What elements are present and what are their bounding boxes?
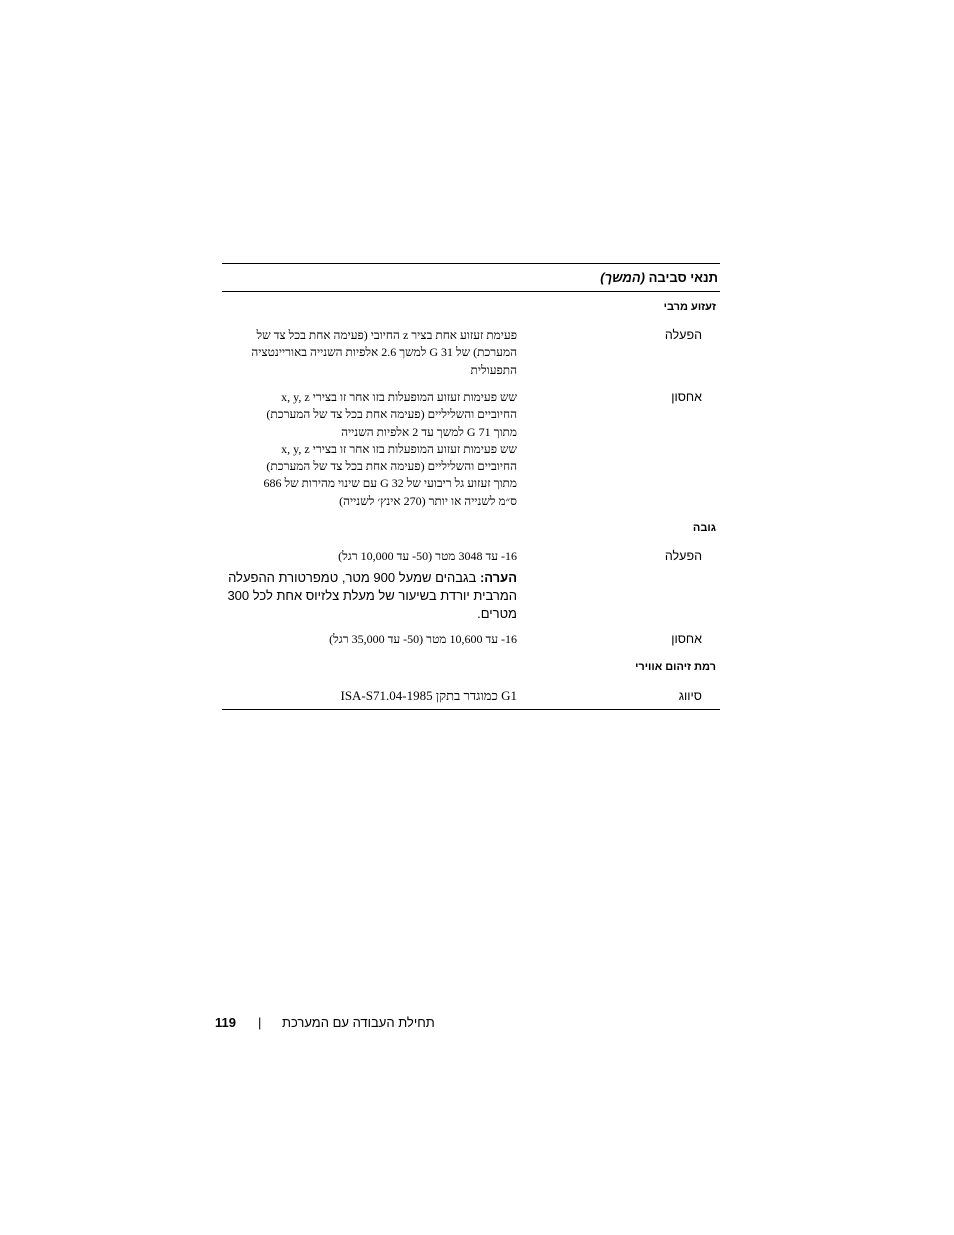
shock-storage-line: החיוביים והשליליים (פעימה אחת בכל צד של המערכת): [266, 459, 517, 474]
shock-operating-value: [217, 327, 517, 379]
shock-storage-line: החיוביים והשליליים (פעימה אחת בכל צד של המערכת): [266, 407, 517, 422]
shock-operating-text: פעימת זעזוע אחת בציר z החיובי (פעימה אחת בכל צד של המערכת) של 31 G למשך 2.6 אלפיות השנייה באוריינטציה התפעולית: [251, 328, 517, 377]
shock-storage-value: [217, 389, 517, 510]
altitude-operating-value: ‎-16 עד 3048 מטר (‎-50 עד 10,000 רגל): [338, 549, 517, 563]
shock-storage-line: מתוך 71 G למשך עד 2 אלפיות השנייה: [341, 424, 517, 439]
page-number: 119: [215, 1015, 236, 1030]
table-header-title: תנאי סביבה: [648, 270, 718, 285]
contaminant-class-value: G1 כמוגדר בתקן ISA-S71.04-1985: [340, 688, 517, 703]
table-header-rule: [222, 291, 720, 292]
table-header-continued: (המשך): [600, 270, 645, 285]
altitude-storage-value: ‎-16 עד 10,600 מטר (‎-50 עד 35,000 רגל): [329, 632, 517, 646]
altitude-note: [217, 569, 517, 623]
section-title-altitude: גובה: [692, 522, 716, 534]
altitude-operating-label: הפעלה: [664, 549, 702, 563]
table-top-rule: [222, 263, 720, 264]
shock-storage-line: שש פעימות זעזוע המופעלות בזו אחר זו בצירי x, y, z: [281, 390, 517, 404]
altitude-note-label: הערה:: [479, 570, 517, 585]
shock-storage-label: אחסון: [671, 390, 702, 404]
altitude-storage-label: אחסון: [671, 632, 702, 646]
contaminant-class-label: סיווג: [678, 689, 702, 703]
section-title-shock: זעזוע מרבי: [663, 301, 716, 313]
table-bottom-rule: [222, 709, 720, 710]
footer-separator: |: [258, 1015, 262, 1030]
shock-operating-label: הפעלה: [664, 328, 702, 342]
footer-section-title: תחילת העבודה עם המערכת: [282, 1015, 435, 1030]
table-header: [600, 270, 718, 285]
shock-storage-line: ס״מ לשנייה או יותר (270 אינץ׳ לשנייה): [339, 493, 517, 508]
shock-storage-line: שש פעימות זעזוע המופעלות בזו אחר זו בצירי x, y, z: [281, 441, 517, 456]
shock-storage-line: מתוך זעזוע גל ריבועי של 32 G עם שינוי מהירות של 686: [263, 476, 517, 491]
altitude-note-text: בגבהים שמעל 900 מטר, טמפרטורת ההפעלה המרבית יורדת בשיעור של מעלת צלזיוס אחת לכל 300 מטרים.: [227, 570, 517, 621]
section-title-contaminant: רמת זיהום אווירי: [635, 661, 716, 673]
